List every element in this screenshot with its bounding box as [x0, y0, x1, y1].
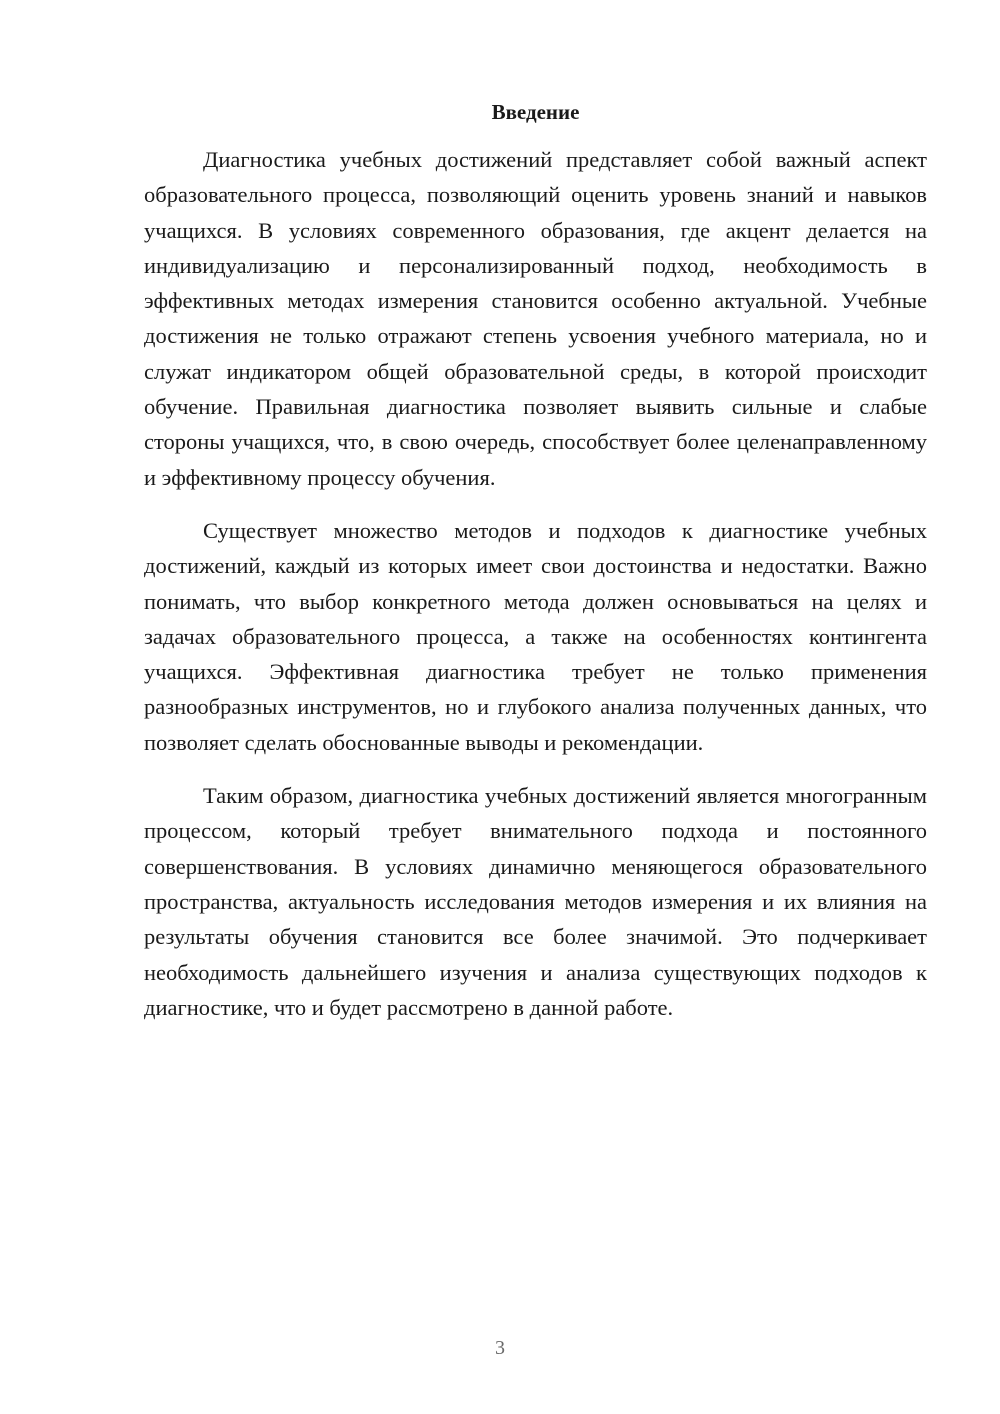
- paragraph-2: Существует множество методов и подходов к диагностике учебных достижений, каждый из которых имеет свои достоинства и недостатки. Важно понимать, что выбор конкретного метода должен основываться на целях и задачах образовательного процесса, а также на особенностях контингента учащихся. Эффективная диагностика требует не только применения разнообразных инструментов, но и глубокого анализа полученных данных, что позволяет сделать обоснованные выводы и рекомендации.: [144, 517, 927, 755]
- section-heading: Введение: [491, 100, 580, 124]
- page-number: 3: [495, 1337, 505, 1359]
- paragraph-3: Таким образом, диагностика учебных достижений является многогранным процессом, который требует внимательного подхода и постоянного совершенствования. В условиях динамично меняющегося образовательного пространства, актуальность исследования методов измерения и их влияния на результаты обучения становится все более значимой. Это подчеркивает необходимость дальнейшего изучения и анализа существующих подходов к диагностике, что и будет рассмотрено в данной работе.: [144, 783, 927, 1020]
- document-body: [144, 142, 927, 1025]
- paragraph-1: Диагностика учебных достижений представляет собой важный аспект образовательного процесса, позволяющий оценить уровень знаний и навыков учащихся. В условиях современного образования, где акцент делается на индивидуализацию и персонализированный подход, необходимость в эффективных методах измерения становится особенно актуальной. Учебные достижения не только отражают степень усвоения учебного материала, но и служат индикатором общей образовательной среды, в которой происходит обучение. Правильная диагностика позволяет выявить сильные и слабые стороны учащихся, что, в свою очередь, способствует более целенаправленному и эффективному процессу обучения.: [144, 147, 927, 490]
